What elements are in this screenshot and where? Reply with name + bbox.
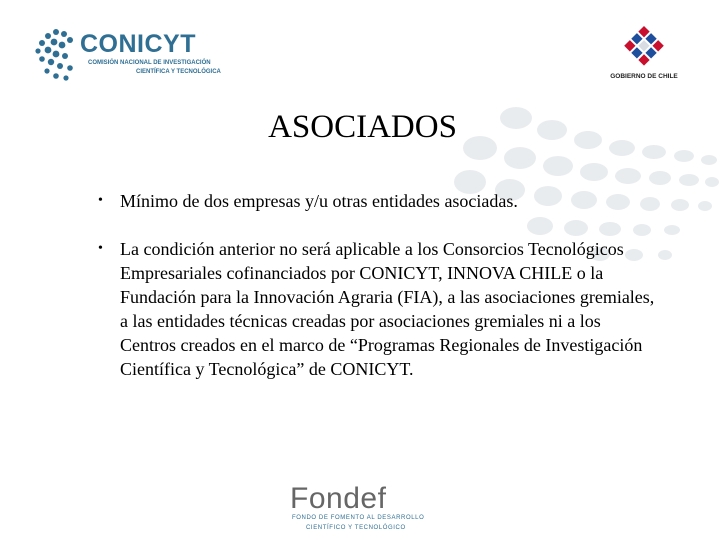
- bullet-item: [96, 189, 656, 213]
- conicyt-logo-name: CONICYT: [80, 30, 196, 58]
- gobierno-de-chile-text: GOBIERNO DE CHILE: [610, 73, 678, 80]
- fondef-logo-line2: CIENTÍFICO Y TECNOLÓGICO: [306, 525, 406, 531]
- conicyt-logo-line2: CIENTÍFICA Y TECNOLÓGICA: [136, 69, 221, 75]
- gobierno-de-chile-logo: [604, 22, 684, 84]
- fondef-logo-line1: FONDO DE FOMENTO AL DESARROLLO: [292, 515, 425, 521]
- chile-cubes-mark-icon: [620, 22, 668, 68]
- bullet-marker: •: [98, 241, 103, 256]
- bullet-text: Mínimo de dos empresas y/u otras entidades asociadas.: [120, 191, 518, 211]
- fondef-logo-name: Fondef: [290, 482, 387, 515]
- conicyt-logo: [34, 26, 234, 84]
- fondef-logo: [288, 484, 438, 536]
- conicyt-logo-line1: COMISIÓN NACIONAL DE INVESTIGACIÓN: [88, 60, 211, 66]
- bullet-text: La condición anterior no será aplicable a los Consorcios Tecnológicos Empresariales cofinanciados por CONICYT, INNOVA CHILE o la Fundación para la Innovación Agraria (FIA), a las asociaciones gremiales, a las entidades técnicas creadas por asociaciones gremiales ni a los Centros creados en el marco de “Programas Regionales de Investigación Científica y Tecnológica” de CONICYT.: [120, 239, 655, 379]
- conicyt-dots-mark-icon: [34, 26, 82, 82]
- bullet-marker: •: [98, 193, 103, 208]
- slide-title: ASOCIADOS: [268, 109, 457, 145]
- bullet-item: [96, 237, 656, 381]
- bullet-list: [96, 189, 656, 381]
